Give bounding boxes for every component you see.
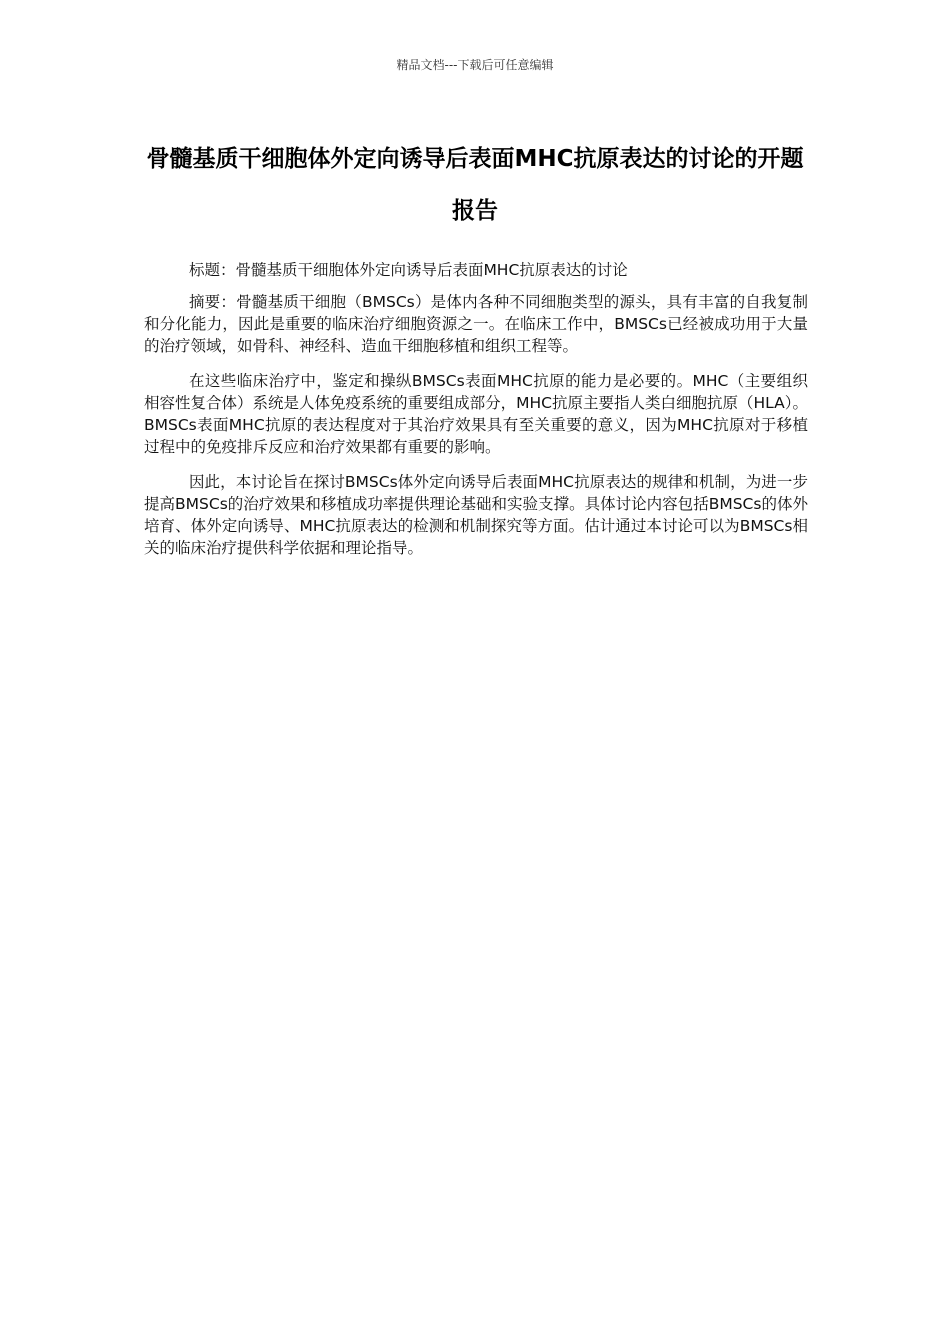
paragraph-mhc-background: 在这些临床治疗中，鉴定和操纵BMSCs表面MHC抗原的能力是必要的。MHC（主要组织相容性复合体）系统是人体免疫系统的重要组成部分，MHC抗原主要指人类白细胞抗原（HLA）。BMSCs表面MHC抗原的表达程度对于其治疗效果具有至关重要的意义，因为MHC抗原对于移植过程中的免疫排斥反应和治疗效果都有重要的影响。	[144, 372, 808, 456]
page-header: 精品文档---下载后可任意编辑	[396, 58, 554, 72]
paragraph-abstract: 摘要：骨髓基质干细胞（BMSCs）是体内各种不同细胞类型的源头，具有丰富的自我复制和分化能力，因此是重要的临床治疗细胞资源之一。在临床工作中，BMSCs已经被成功用于大量的治疗领域，如骨科、神经科、造血干细胞移植和组织工程等。	[144, 293, 808, 355]
paragraph-title-line: 标题：骨髓基质干细胞体外定向诱导后表面MHC抗原表达的讨论	[188, 261, 628, 279]
document-title: 骨髓基质干细胞体外定向诱导后表面MHC抗原表达的讨论的开题报告	[146, 146, 804, 224]
paragraph-research-aim: 因此，本讨论旨在探讨BMSCs体外定向诱导后表面MHC抗原表达的规律和机制，为进一步提高BMSCs的治疗效果和移植成功率提供理论基础和实验支撑。具体讨论内容包括BMSCs的体外培育、体外定向诱导、MHC抗原表达的检测和机制探究等方面。估计通过本讨论可以为BMSCs相关的临床治疗提供科学依据和理论指导。	[144, 473, 808, 557]
document-body	[144, 259, 808, 572]
